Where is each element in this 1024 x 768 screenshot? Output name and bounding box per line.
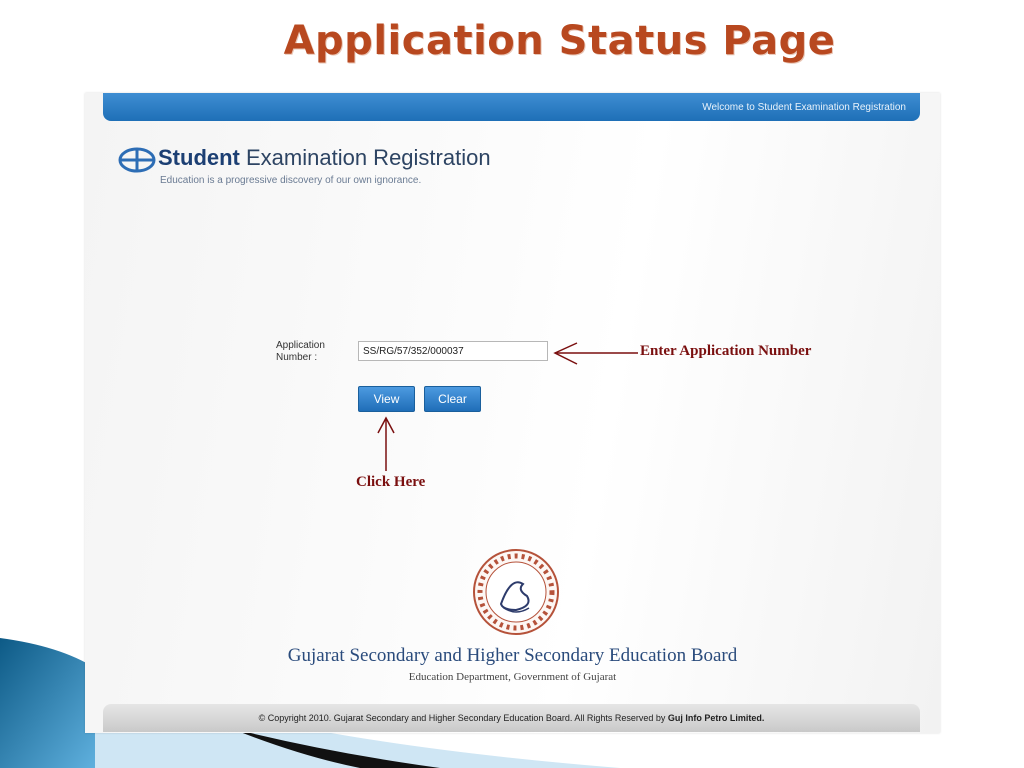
view-button[interactable]: View	[358, 386, 415, 412]
brand-name-rest: Examination Registration	[239, 145, 491, 170]
board-name: Gujarat Secondary and Higher Secondary Education Board	[287, 645, 738, 666]
enter-application-number-annotation: Enter Application Number	[640, 343, 812, 359]
brand-name-bold: Student	[158, 145, 240, 170]
board-department: Education Department, Government of Gujarat	[408, 671, 617, 683]
footer-copyright: © Copyright 2010. Gujarat Secondary and Higher Secondary Education Board. All Rights Reserved by	[258, 713, 668, 723]
click-here-annotation: Click Here	[356, 474, 426, 490]
brand-tagline: Education is a progressive discovery of our own ignorance.	[160, 175, 422, 186]
welcome-text: Welcome to Student Examination Registration	[702, 102, 906, 113]
clear-button[interactable]: Clear	[424, 386, 481, 412]
board-seal-icon	[471, 546, 561, 643]
footer	[103, 704, 920, 732]
slide-title: Application Status Page	[283, 18, 836, 64]
app-window	[85, 93, 940, 733]
application-number-label: Application Number :	[276, 340, 325, 363]
footer-company: Guj Info Petro Limited.	[667, 713, 765, 723]
